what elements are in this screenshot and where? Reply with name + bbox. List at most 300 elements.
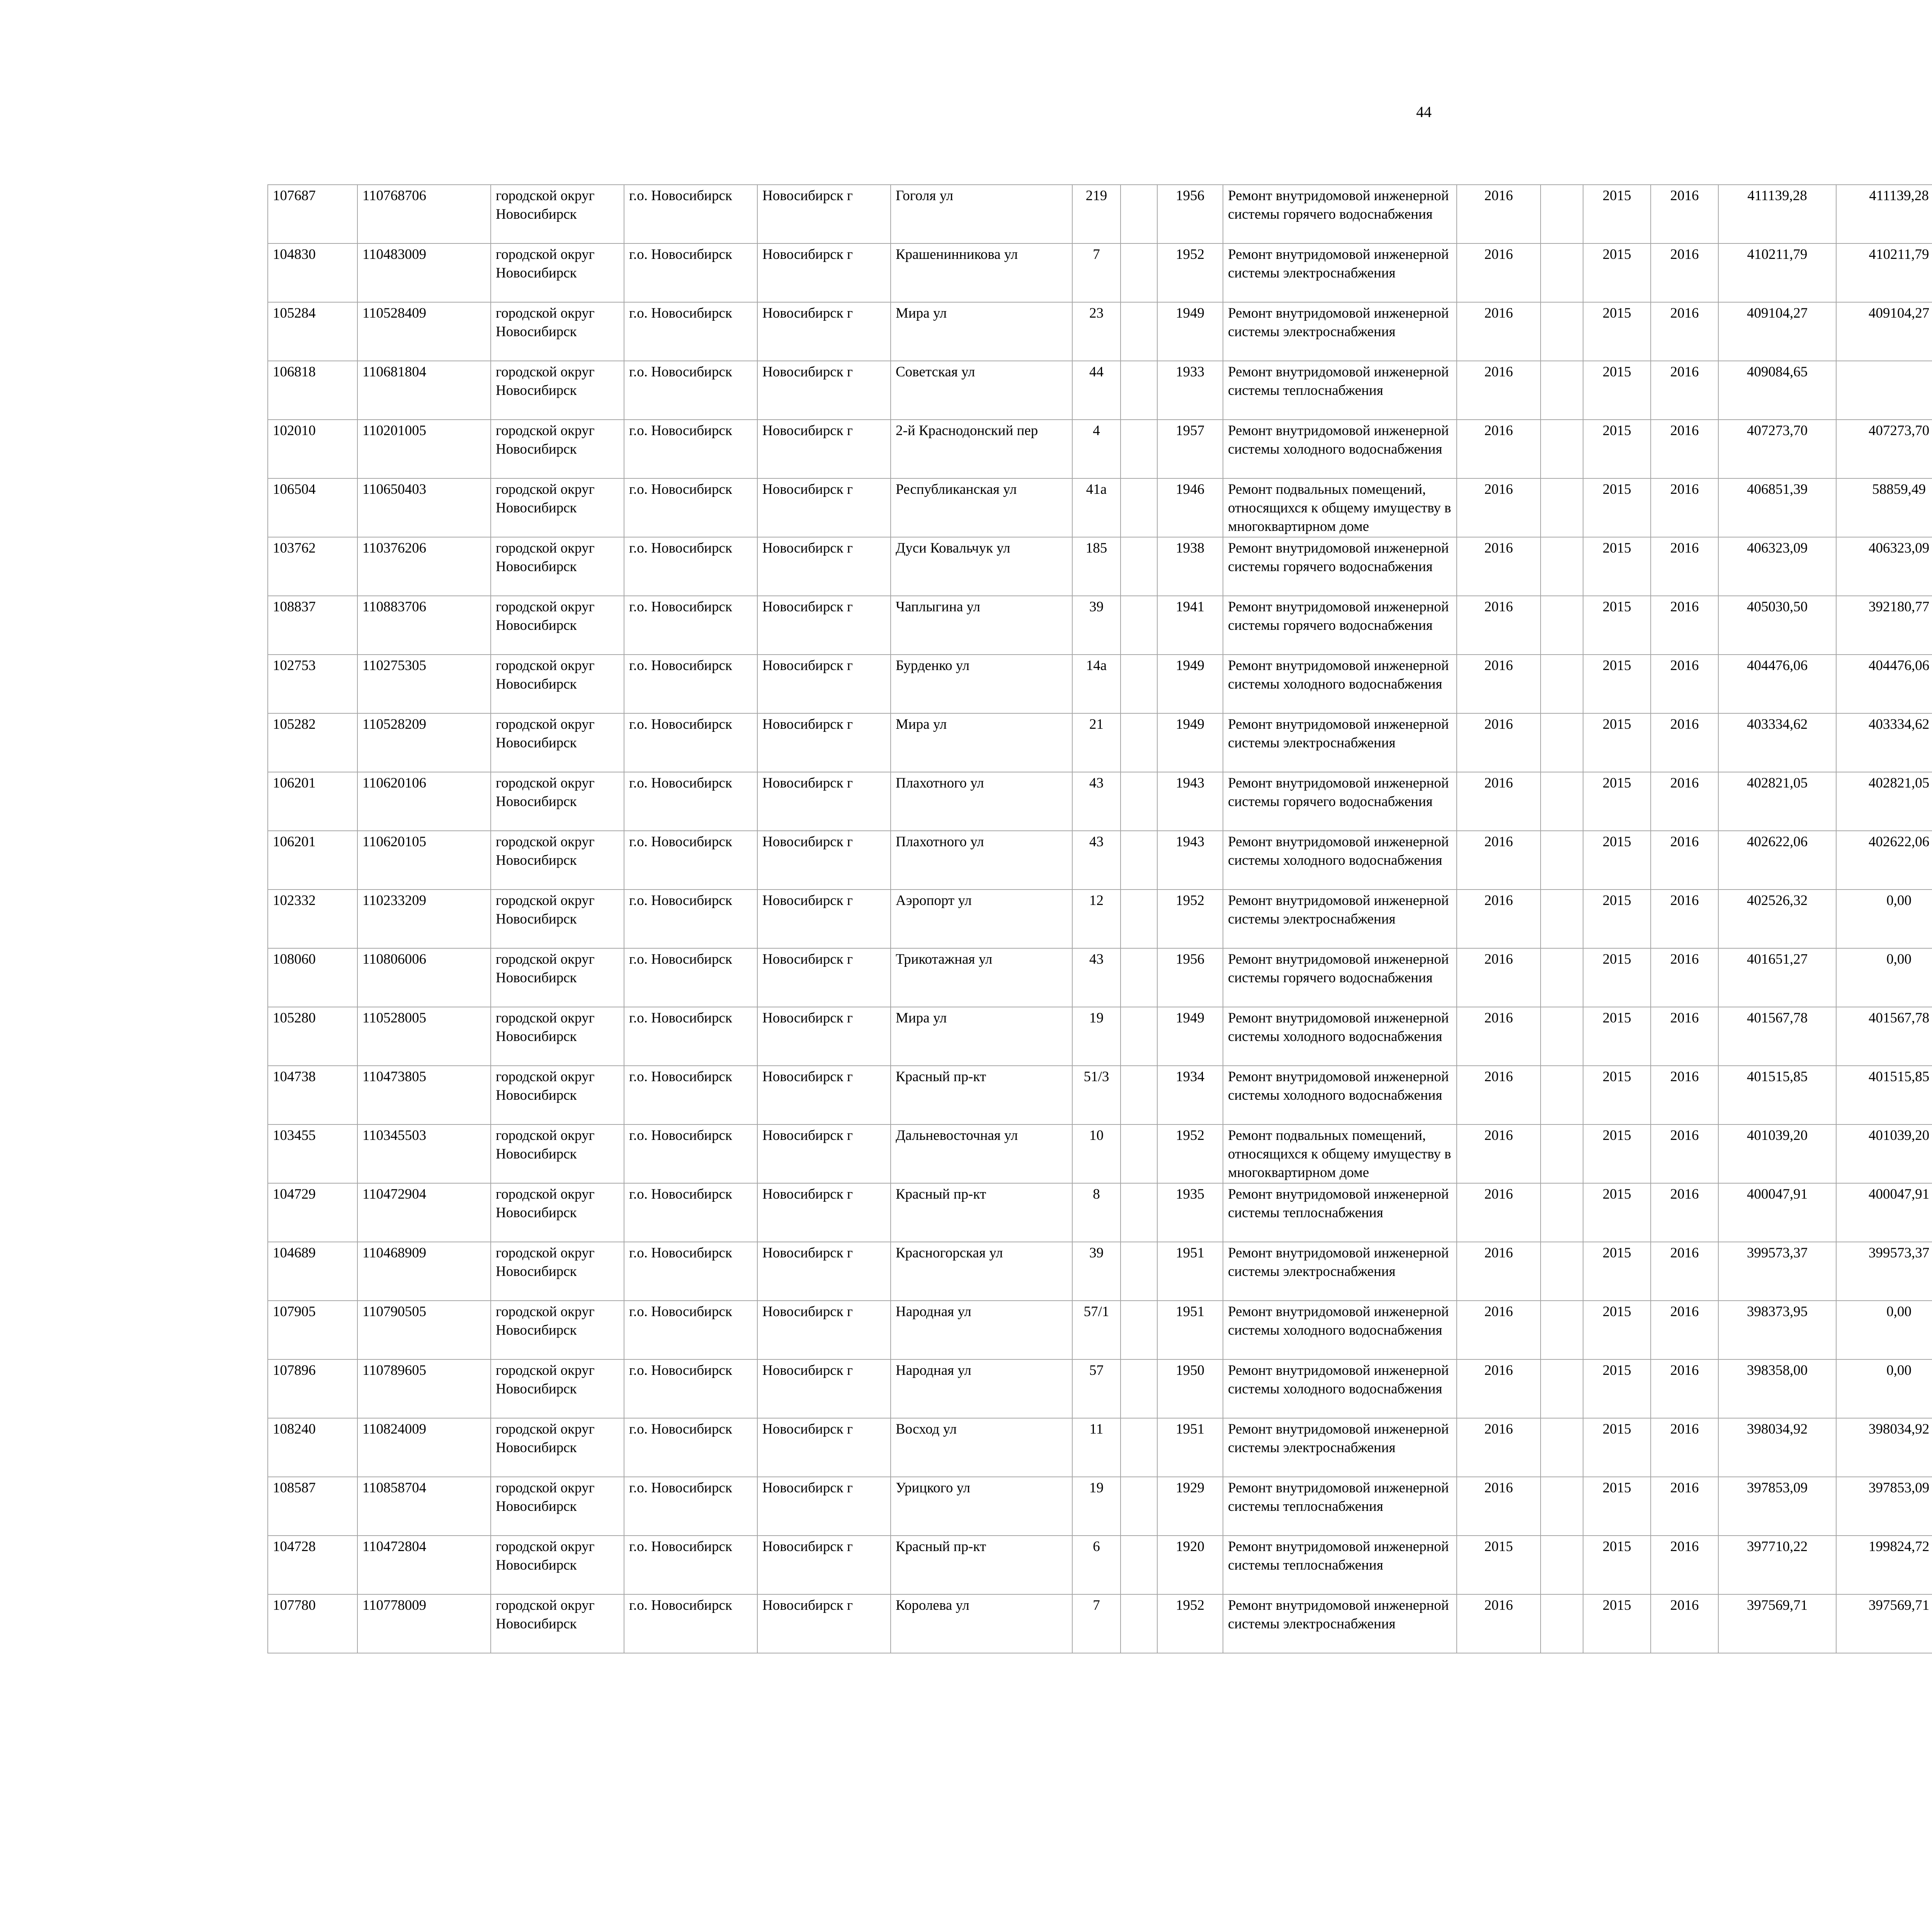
table-row: [268, 1183, 1932, 1242]
district-cell: г.о. Новосибирск: [624, 1594, 757, 1653]
work-type-cell: Ремонт внутридомовой инженерной системы холодного водоснабжения: [1223, 420, 1457, 478]
work-type-cell: Ремонт внутридомовой инженерной системы электроснабжения: [1223, 1594, 1457, 1653]
period-start-cell: 2015: [1583, 1066, 1651, 1124]
build-year-cell: 1929: [1157, 1477, 1223, 1536]
city-cell: Новосибирск г: [757, 537, 891, 596]
work-type-cell: Ремонт подвальных помещений, относящихся к общему имуществу в многоквартирном доме: [1223, 1124, 1457, 1183]
district-cell: г.о. Новосибирск: [624, 1536, 757, 1594]
table-row: [268, 1418, 1932, 1477]
city-cell: Новосибирск г: [757, 243, 891, 302]
house-code-cell: 110620105: [357, 831, 491, 890]
house-code-cell: 110824009: [357, 1418, 491, 1477]
empty-cell: [1541, 302, 1583, 361]
empty-cell: [1121, 1477, 1157, 1536]
record-id-cell: 106201: [268, 772, 357, 831]
period-start-cell: 2015: [1583, 890, 1651, 948]
empty-cell: [1121, 1301, 1157, 1359]
period-start-cell: 2015: [1583, 1536, 1651, 1594]
house-number-cell: 44: [1072, 361, 1121, 420]
build-year-cell: 1952: [1157, 890, 1223, 948]
period-start-cell: 2015: [1583, 361, 1651, 420]
house-number-cell: 41а: [1072, 478, 1121, 537]
house-number-cell: 43: [1072, 948, 1121, 1007]
plan-year-cell: 2016: [1457, 948, 1541, 1007]
empty-cell: [1541, 1066, 1583, 1124]
district-cell: г.о. Новосибирск: [624, 361, 757, 420]
build-year-cell: 1920: [1157, 1536, 1223, 1594]
period-start-cell: 2015: [1583, 302, 1651, 361]
municipality-cell: городской округ Новосибирск: [491, 1359, 624, 1418]
plan-year-cell: 2016: [1457, 890, 1541, 948]
record-id-cell: 102332: [268, 890, 357, 948]
empty-cell: [1121, 713, 1157, 772]
build-year-cell: 1949: [1157, 655, 1223, 713]
plan-year-cell: 2016: [1457, 596, 1541, 655]
plan-year-cell: 2016: [1457, 1124, 1541, 1183]
municipality-cell: городской округ Новосибирск: [491, 420, 624, 478]
period-end-cell: 2016: [1651, 185, 1718, 243]
house-number-cell: 4: [1072, 420, 1121, 478]
municipality-cell: городской округ Новосибирск: [491, 713, 624, 772]
empty-cell: [1541, 655, 1583, 713]
city-cell: Новосибирск г: [757, 1594, 891, 1653]
record-id-cell: 108587: [268, 1477, 357, 1536]
period-end-cell: 2016: [1651, 1359, 1718, 1418]
empty-cell: [1121, 302, 1157, 361]
house-code-cell: 110790505: [357, 1301, 491, 1359]
work-type-cell: Ремонт внутридомовой инженерной системы электроснабжения: [1223, 713, 1457, 772]
empty-cell: [1121, 420, 1157, 478]
build-year-cell: 1951: [1157, 1418, 1223, 1477]
fund-amount-cell: 400047,91: [1836, 1183, 1932, 1242]
street-cell: Красный пр-кт: [891, 1183, 1072, 1242]
build-year-cell: 1933: [1157, 361, 1223, 420]
municipality-cell: городской округ Новосибирск: [491, 772, 624, 831]
municipality-cell: городской округ Новосибирск: [491, 1594, 624, 1653]
house-number-cell: 57: [1072, 1359, 1121, 1418]
period-start-cell: 2015: [1583, 185, 1651, 243]
work-type-cell: Ремонт внутридомовой инженерной системы электроснабжения: [1223, 302, 1457, 361]
empty-cell: [1541, 1183, 1583, 1242]
period-end-cell: 2016: [1651, 243, 1718, 302]
house-code-cell: 110468909: [357, 1242, 491, 1301]
total-cost-cell: 397710,22: [1718, 1536, 1836, 1594]
build-year-cell: 1950: [1157, 1359, 1223, 1418]
house-code-cell: 110528209: [357, 713, 491, 772]
empty-cell: [1121, 1359, 1157, 1418]
total-cost-cell: 405030,50: [1718, 596, 1836, 655]
municipality-cell: городской округ Новосибирск: [491, 537, 624, 596]
empty-cell: [1541, 1418, 1583, 1477]
empty-cell: [1121, 1594, 1157, 1653]
house-number-cell: 19: [1072, 1007, 1121, 1066]
house-number-cell: 11: [1072, 1418, 1121, 1477]
street-cell: Королева ул: [891, 1594, 1072, 1653]
plan-year-cell: 2016: [1457, 831, 1541, 890]
record-id-cell: 103455: [268, 1124, 357, 1183]
empty-cell: [1121, 1242, 1157, 1301]
house-number-cell: 57/1: [1072, 1301, 1121, 1359]
street-cell: Мира ул: [891, 302, 1072, 361]
table-row: [268, 1536, 1932, 1594]
total-cost-cell: 410211,79: [1718, 243, 1836, 302]
district-cell: г.о. Новосибирск: [624, 1301, 757, 1359]
municipality-cell: городской округ Новосибирск: [491, 1536, 624, 1594]
house-code-cell: 110275305: [357, 655, 491, 713]
city-cell: Новосибирск г: [757, 302, 891, 361]
city-cell: Новосибирск г: [757, 713, 891, 772]
house-code-cell: 110681804: [357, 361, 491, 420]
fund-amount-cell: 401515,85: [1836, 1066, 1932, 1124]
municipality-cell: городской округ Новосибирск: [491, 890, 624, 948]
city-cell: Новосибирск г: [757, 185, 891, 243]
record-id-cell: 103762: [268, 537, 357, 596]
city-cell: Новосибирск г: [757, 361, 891, 420]
build-year-cell: 1956: [1157, 185, 1223, 243]
municipality-cell: городской округ Новосибирск: [491, 1007, 624, 1066]
work-type-cell: Ремонт внутридомовой инженерной системы горячего водоснабжения: [1223, 185, 1457, 243]
table-row: [268, 1301, 1932, 1359]
period-start-cell: 2015: [1583, 1301, 1651, 1359]
municipality-cell: городской округ Новосибирск: [491, 1477, 624, 1536]
record-id-cell: 104689: [268, 1242, 357, 1301]
total-cost-cell: 401567,78: [1718, 1007, 1836, 1066]
house-code-cell: 110345503: [357, 1124, 491, 1183]
period-start-cell: 2015: [1583, 1124, 1651, 1183]
district-cell: г.о. Новосибирск: [624, 537, 757, 596]
municipality-cell: городской округ Новосибирск: [491, 1242, 624, 1301]
empty-cell: [1121, 1183, 1157, 1242]
build-year-cell: 1934: [1157, 1066, 1223, 1124]
district-cell: г.о. Новосибирск: [624, 1477, 757, 1536]
district-cell: г.о. Новосибирск: [624, 831, 757, 890]
empty-cell: [1541, 1594, 1583, 1653]
fund-amount-cell: 410211,79: [1836, 243, 1932, 302]
fund-amount-cell: 402622,06: [1836, 831, 1932, 890]
build-year-cell: 1952: [1157, 1124, 1223, 1183]
empty-cell: [1121, 243, 1157, 302]
record-id-cell: 105280: [268, 1007, 357, 1066]
period-end-cell: 2016: [1651, 1183, 1718, 1242]
plan-year-cell: 2016: [1457, 1359, 1541, 1418]
record-id-cell: 104830: [268, 243, 357, 302]
house-number-cell: 10: [1072, 1124, 1121, 1183]
period-end-cell: 2016: [1651, 713, 1718, 772]
district-cell: г.о. Новосибирск: [624, 713, 757, 772]
house-code-cell: 110778009: [357, 1594, 491, 1653]
street-cell: Урицкого ул: [891, 1477, 1072, 1536]
record-id-cell: 108240: [268, 1418, 357, 1477]
total-cost-cell: 398373,95: [1718, 1301, 1836, 1359]
empty-cell: [1121, 890, 1157, 948]
work-type-cell: Ремонт внутридомовой инженерной системы теплоснабжения: [1223, 1477, 1457, 1536]
period-start-cell: 2015: [1583, 948, 1651, 1007]
city-cell: Новосибирск г: [757, 1183, 891, 1242]
house-number-cell: 7: [1072, 1594, 1121, 1653]
record-id-cell: 107896: [268, 1359, 357, 1418]
plan-year-cell: 2016: [1457, 185, 1541, 243]
district-cell: г.о. Новосибирск: [624, 1183, 757, 1242]
municipality-cell: городской округ Новосибирск: [491, 1066, 624, 1124]
house-code-cell: 110806006: [357, 948, 491, 1007]
total-cost-cell: 406323,09: [1718, 537, 1836, 596]
house-code-cell: 110620106: [357, 772, 491, 831]
plan-year-cell: 2016: [1457, 478, 1541, 537]
total-cost-cell: 402526,32: [1718, 890, 1836, 948]
period-start-cell: 2015: [1583, 1183, 1651, 1242]
house-number-cell: 39: [1072, 596, 1121, 655]
total-cost-cell: 407273,70: [1718, 420, 1836, 478]
empty-cell: [1121, 478, 1157, 537]
plan-year-cell: 2016: [1457, 1418, 1541, 1477]
district-cell: г.о. Новосибирск: [624, 1359, 757, 1418]
district-cell: г.о. Новосибирск: [624, 1418, 757, 1477]
record-id-cell: 107905: [268, 1301, 357, 1359]
total-cost-cell: 409084,65: [1718, 361, 1836, 420]
build-year-cell: 1946: [1157, 478, 1223, 537]
district-cell: г.о. Новосибирск: [624, 655, 757, 713]
total-cost-cell: 401515,85: [1718, 1066, 1836, 1124]
empty-cell: [1541, 1007, 1583, 1066]
period-start-cell: 2015: [1583, 1477, 1651, 1536]
record-id-cell: 107687: [268, 185, 357, 243]
municipality-cell: городской округ Новосибирск: [491, 596, 624, 655]
empty-cell: [1121, 655, 1157, 713]
house-number-cell: 43: [1072, 772, 1121, 831]
house-code-cell: 110233209: [357, 890, 491, 948]
empty-cell: [1541, 1124, 1583, 1183]
plan-year-cell: 2015: [1457, 1536, 1541, 1594]
street-cell: Дуси Ковальчук ул: [891, 537, 1072, 596]
period-start-cell: 2015: [1583, 478, 1651, 537]
fund-amount-cell: 392180,77: [1836, 596, 1932, 655]
record-id-cell: 106201: [268, 831, 357, 890]
total-cost-cell: 404476,06: [1718, 655, 1836, 713]
fund-amount-cell: 398034,92: [1836, 1418, 1932, 1477]
total-cost-cell: 400047,91: [1718, 1183, 1836, 1242]
period-end-cell: 2016: [1651, 302, 1718, 361]
empty-cell: [1541, 1301, 1583, 1359]
period-end-cell: 2016: [1651, 948, 1718, 1007]
street-cell: Дальневосточная ул: [891, 1124, 1072, 1183]
table-row: [268, 243, 1932, 302]
period-end-cell: 2016: [1651, 1594, 1718, 1653]
table-row: [268, 1124, 1932, 1183]
period-end-cell: 2016: [1651, 890, 1718, 948]
period-end-cell: 2016: [1651, 655, 1718, 713]
district-cell: г.о. Новосибирск: [624, 1124, 757, 1183]
period-end-cell: 2016: [1651, 478, 1718, 537]
house-number-cell: 19: [1072, 1477, 1121, 1536]
page-number: 44: [1416, 103, 1432, 121]
district-cell: г.о. Новосибирск: [624, 1242, 757, 1301]
empty-cell: [1121, 1124, 1157, 1183]
street-cell: Мира ул: [891, 1007, 1072, 1066]
empty-cell: [1541, 890, 1583, 948]
plan-year-cell: 2016: [1457, 361, 1541, 420]
empty-cell: [1541, 1536, 1583, 1594]
empty-cell: [1121, 772, 1157, 831]
empty-cell: [1121, 361, 1157, 420]
district-cell: г.о. Новосибирск: [624, 243, 757, 302]
street-cell: Народная ул: [891, 1301, 1072, 1359]
empty-cell: [1541, 1359, 1583, 1418]
street-cell: Трикотажная ул: [891, 948, 1072, 1007]
record-id-cell: 105282: [268, 713, 357, 772]
plan-year-cell: 2016: [1457, 1007, 1541, 1066]
table-row: [268, 302, 1932, 361]
house-code-cell: 110528005: [357, 1007, 491, 1066]
plan-year-cell: 2016: [1457, 1477, 1541, 1536]
empty-cell: [1121, 1418, 1157, 1477]
fund-amount-cell: 399573,37: [1836, 1242, 1932, 1301]
work-type-cell: Ремонт внутридомовой инженерной системы горячего водоснабжения: [1223, 537, 1457, 596]
street-cell: Крашенинникова ул: [891, 243, 1072, 302]
plan-year-cell: 2016: [1457, 1066, 1541, 1124]
house-code-cell: 110858704: [357, 1477, 491, 1536]
plan-year-cell: 2016: [1457, 772, 1541, 831]
fund-amount-cell: 409104,27: [1836, 302, 1932, 361]
house-code-cell: 110528409: [357, 302, 491, 361]
total-cost-cell: 403334,62: [1718, 713, 1836, 772]
empty-cell: [1121, 537, 1157, 596]
build-year-cell: 1951: [1157, 1301, 1223, 1359]
period-start-cell: 2015: [1583, 1359, 1651, 1418]
empty-cell: [1541, 948, 1583, 1007]
work-type-cell: Ремонт внутридомовой инженерной системы холодного водоснабжения: [1223, 1301, 1457, 1359]
build-year-cell: 1949: [1157, 713, 1223, 772]
district-cell: г.о. Новосибирск: [624, 948, 757, 1007]
city-cell: Новосибирск г: [757, 772, 891, 831]
street-cell: Народная ул: [891, 1359, 1072, 1418]
empty-cell: [1541, 1242, 1583, 1301]
period-start-cell: 2015: [1583, 243, 1651, 302]
city-cell: Новосибирск г: [757, 948, 891, 1007]
municipality-cell: городской округ Новосибирск: [491, 1418, 624, 1477]
street-cell: Аэропорт ул: [891, 890, 1072, 948]
street-cell: Плахотного ул: [891, 831, 1072, 890]
house-number-cell: 14а: [1072, 655, 1121, 713]
city-cell: Новосибирск г: [757, 1477, 891, 1536]
period-end-cell: 2016: [1651, 1536, 1718, 1594]
total-cost-cell: 402622,06: [1718, 831, 1836, 890]
house-number-cell: 7: [1072, 243, 1121, 302]
house-number-cell: 43: [1072, 831, 1121, 890]
table-row: [268, 420, 1932, 478]
municipality-cell: городской округ Новосибирск: [491, 948, 624, 1007]
fund-amount-cell: 406323,09: [1836, 537, 1932, 596]
house-code-cell: 110768706: [357, 185, 491, 243]
period-end-cell: 2016: [1651, 831, 1718, 890]
total-cost-cell: 398034,92: [1718, 1418, 1836, 1477]
work-type-cell: Ремонт внутридомовой инженерной системы теплоснабжения: [1223, 1536, 1457, 1594]
empty-cell: [1541, 185, 1583, 243]
build-year-cell: 1949: [1157, 302, 1223, 361]
empty-cell: [1541, 537, 1583, 596]
work-type-cell: Ремонт внутридомовой инженерной системы холодного водоснабжения: [1223, 1359, 1457, 1418]
district-cell: г.о. Новосибирск: [624, 772, 757, 831]
fund-amount-cell: 401567,78: [1836, 1007, 1932, 1066]
total-cost-cell: 398358,00: [1718, 1359, 1836, 1418]
total-cost-cell: 402821,05: [1718, 772, 1836, 831]
fund-amount-cell: 397853,09: [1836, 1477, 1932, 1536]
house-code-cell: 110472804: [357, 1536, 491, 1594]
empty-cell: [1121, 1007, 1157, 1066]
total-cost-cell: 406851,39: [1718, 478, 1836, 537]
build-year-cell: 1938: [1157, 537, 1223, 596]
table-row: [268, 772, 1932, 831]
build-year-cell: 1951: [1157, 1242, 1223, 1301]
table-row: [268, 655, 1932, 713]
period-end-cell: 2016: [1651, 1477, 1718, 1536]
plan-year-cell: 2016: [1457, 1301, 1541, 1359]
empty-cell: [1541, 361, 1583, 420]
street-cell: Советская ул: [891, 361, 1072, 420]
table-row: [268, 185, 1932, 243]
plan-year-cell: 2016: [1457, 302, 1541, 361]
table-row: [268, 537, 1932, 596]
street-cell: Мира ул: [891, 713, 1072, 772]
city-cell: Новосибирск г: [757, 1301, 891, 1359]
table-row: [268, 1594, 1932, 1653]
build-year-cell: 1952: [1157, 243, 1223, 302]
total-cost-cell: 397853,09: [1718, 1477, 1836, 1536]
street-cell: Республиканская ул: [891, 478, 1072, 537]
work-type-cell: Ремонт внутридомовой инженерной системы холодного водоснабжения: [1223, 1066, 1457, 1124]
table-row: [268, 1007, 1932, 1066]
empty-cell: [1121, 948, 1157, 1007]
district-cell: г.о. Новосибирск: [624, 302, 757, 361]
period-start-cell: 2015: [1583, 713, 1651, 772]
period-end-cell: 2016: [1651, 361, 1718, 420]
municipality-cell: городской округ Новосибирск: [491, 655, 624, 713]
period-end-cell: 2016: [1651, 1242, 1718, 1301]
period-start-cell: 2015: [1583, 831, 1651, 890]
empty-cell: [1541, 831, 1583, 890]
municipality-cell: городской округ Новосибирск: [491, 1301, 624, 1359]
municipality-cell: городской округ Новосибирск: [491, 243, 624, 302]
street-cell: Восход ул: [891, 1418, 1072, 1477]
district-cell: г.о. Новосибирск: [624, 1066, 757, 1124]
period-end-cell: 2016: [1651, 1418, 1718, 1477]
record-id-cell: 104728: [268, 1536, 357, 1594]
district-cell: г.о. Новосибирск: [624, 596, 757, 655]
work-type-cell: Ремонт внутридомовой инженерной системы горячего водоснабжения: [1223, 772, 1457, 831]
work-type-cell: Ремонт внутридомовой инженерной системы холодного водоснабжения: [1223, 1007, 1457, 1066]
fund-amount-cell: 0,00: [1836, 890, 1932, 948]
city-cell: Новосибирск г: [757, 1418, 891, 1477]
city-cell: Новосибирск г: [757, 1066, 891, 1124]
period-end-cell: 2016: [1651, 1301, 1718, 1359]
empty-cell: [1121, 596, 1157, 655]
work-type-cell: Ремонт внутридомовой инженерной системы холодного водоснабжения: [1223, 831, 1457, 890]
municipality-cell: городской округ Новосибирск: [491, 478, 624, 537]
period-start-cell: 2015: [1583, 1418, 1651, 1477]
municipality-cell: городской округ Новосибирск: [491, 831, 624, 890]
register-table: [267, 184, 1932, 1653]
fund-amount-cell: 402821,05: [1836, 772, 1932, 831]
house-code-cell: 110483009: [357, 243, 491, 302]
street-cell: Красный пр-кт: [891, 1536, 1072, 1594]
house-code-cell: 110473805: [357, 1066, 491, 1124]
period-start-cell: 2015: [1583, 537, 1651, 596]
house-number-cell: 23: [1072, 302, 1121, 361]
fund-amount-cell: 199824,72: [1836, 1536, 1932, 1594]
plan-year-cell: 2016: [1457, 420, 1541, 478]
table-row: [268, 596, 1932, 655]
house-number-cell: 51/3: [1072, 1066, 1121, 1124]
plan-year-cell: 2016: [1457, 1183, 1541, 1242]
